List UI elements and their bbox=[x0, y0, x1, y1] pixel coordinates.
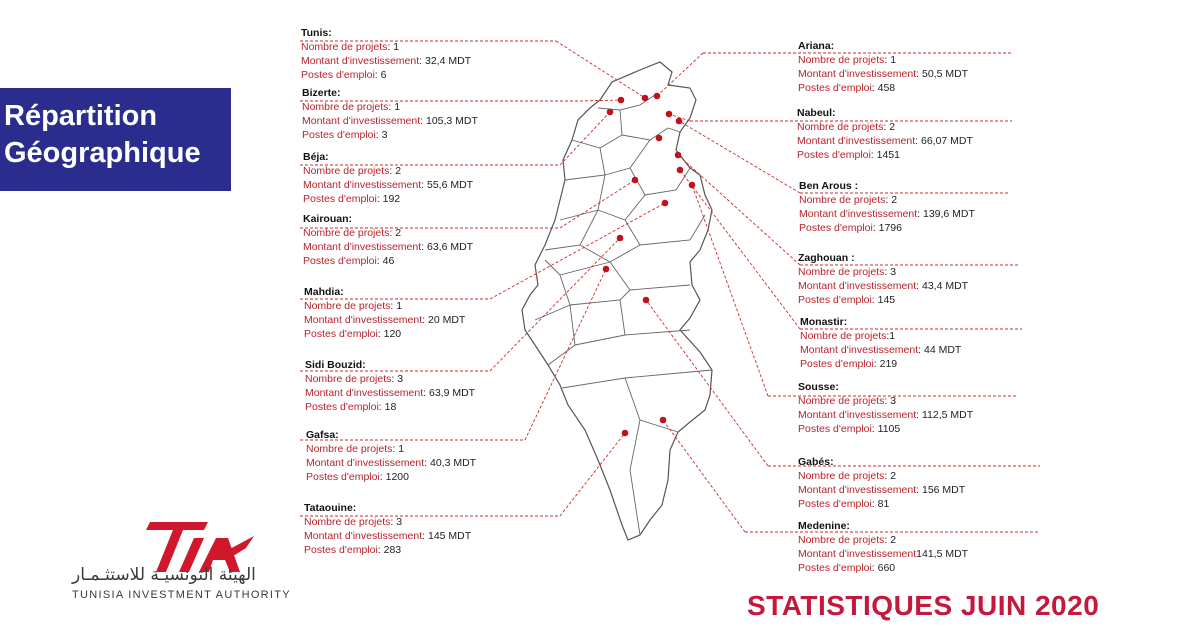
invest-label: Montant d'investissement bbox=[303, 241, 422, 253]
invest-label: Montant d'investissement bbox=[798, 548, 917, 560]
marker-ariana bbox=[654, 93, 661, 100]
region-block-medenine bbox=[798, 519, 968, 575]
projects-label: Nombre de projets bbox=[800, 330, 887, 342]
region-name: Mahdia: bbox=[304, 286, 344, 298]
region-name: Tataouine: bbox=[304, 502, 357, 514]
invest-value: : 40,3 MDT bbox=[424, 457, 477, 469]
jobs-label: Postes d'emploi bbox=[303, 193, 377, 205]
projects-label: Nombre de projets bbox=[302, 101, 389, 113]
jobs-value: : 120 bbox=[377, 328, 402, 340]
jobs-value: : 81 bbox=[871, 498, 890, 510]
jobs-value: : 1451 bbox=[870, 149, 900, 161]
invest-label: Montant d'investissement bbox=[304, 314, 423, 326]
projects-value: : 3 bbox=[391, 373, 404, 385]
projects-value: : 2 bbox=[884, 534, 897, 546]
logo-arabic-text: الهيئة التونسيـة للاستثـمـار bbox=[72, 565, 256, 585]
region-name: Sidi Bouzid: bbox=[305, 359, 366, 371]
region-name: Gafsa: bbox=[306, 429, 339, 441]
marker-ben-arous bbox=[676, 118, 683, 125]
region-block-sousse bbox=[798, 380, 973, 436]
marker-beja bbox=[607, 109, 614, 116]
logo-english-text: TUNISIA INVESTMENT AUTHORITY bbox=[72, 589, 291, 601]
region-block-tataouine bbox=[304, 501, 471, 557]
region-name: Ariana: bbox=[798, 40, 835, 52]
invest-label: Montant d'investissement bbox=[799, 208, 918, 220]
invest-label: Montant d'investissement bbox=[302, 115, 421, 127]
jobs-label: Postes d'emploi bbox=[305, 401, 379, 413]
invest-value: : 50,5 MDT bbox=[916, 68, 969, 80]
region-block-ben-arous bbox=[799, 179, 975, 235]
invest-value: : 139,6 MDT bbox=[917, 208, 975, 220]
projects-label: Nombre de projets bbox=[303, 227, 390, 239]
projects-value: : 1 bbox=[392, 443, 405, 455]
projects-label: Nombre de projets bbox=[304, 516, 391, 528]
jobs-label: Postes d'emploi bbox=[304, 328, 378, 340]
jobs-value: : 283 bbox=[377, 544, 402, 556]
marker-tataouine bbox=[622, 430, 629, 437]
jobs-value: : 1200 bbox=[379, 471, 409, 483]
invest-value: : 20 MDT bbox=[422, 314, 466, 326]
projects-value: : 2 bbox=[885, 194, 898, 206]
invest-value: : 112,5 MDT bbox=[916, 409, 974, 421]
title-line-1: Répartition bbox=[4, 100, 158, 132]
projects-value: : 3 bbox=[390, 516, 403, 528]
jobs-value: : 192 bbox=[376, 193, 401, 205]
title-box bbox=[0, 88, 231, 191]
projects-value: : 1 bbox=[884, 54, 897, 66]
jobs-label: Postes d'emploi bbox=[799, 222, 873, 234]
region-block-tunis bbox=[301, 26, 471, 82]
invest-label: Montant d'investissement bbox=[305, 387, 424, 399]
region-name: Monastir: bbox=[800, 316, 848, 328]
projects-value: : 3 bbox=[884, 266, 897, 278]
invest-label: Montant d'investissement bbox=[797, 135, 916, 147]
jobs-label: Postes d'emploi bbox=[304, 544, 378, 556]
jobs-value: : 458 bbox=[871, 82, 896, 94]
region-name: Nabeul: bbox=[797, 107, 836, 119]
region-name: Medenine: bbox=[798, 520, 850, 532]
invest-value: : 63,6 MDT bbox=[421, 241, 474, 253]
jobs-value: : 3 bbox=[375, 129, 388, 141]
invest-label: Montant d'investissement bbox=[798, 68, 917, 80]
title-line-2: Géographique bbox=[4, 137, 201, 169]
jobs-value: : 6 bbox=[374, 69, 387, 81]
jobs-label: Postes d'emploi bbox=[798, 423, 872, 435]
region-name: Sousse: bbox=[798, 381, 839, 393]
invest-value: : 66,07 MDT bbox=[915, 135, 973, 147]
invest-value: : 63,9 MDT bbox=[423, 387, 476, 399]
region-block-bizerte bbox=[302, 86, 478, 142]
jobs-label: Postes d'emploi bbox=[798, 562, 872, 574]
tunisia-outline bbox=[522, 62, 712, 540]
marker-nabeul bbox=[666, 111, 673, 118]
projects-value: : 3 bbox=[884, 395, 897, 407]
jobs-label: Postes d'emploi bbox=[798, 82, 872, 94]
region-block-kairouan bbox=[303, 212, 473, 268]
projects-label: Nombre de projets bbox=[799, 194, 886, 206]
region-name: Zaghouan : bbox=[798, 252, 855, 264]
invest-label: Montant d'investissement bbox=[800, 344, 919, 356]
marker-sousse bbox=[677, 167, 684, 174]
marker-gabes bbox=[643, 297, 650, 304]
invest-value: : 105,3 MDT bbox=[420, 115, 478, 127]
jobs-label: Postes d'emploi bbox=[302, 129, 376, 141]
projects-value: : 1 bbox=[388, 101, 401, 113]
invest-label: Montant d'investissement bbox=[798, 280, 917, 292]
invest-value: : 55,6 MDT bbox=[421, 179, 474, 191]
marker-gafsa bbox=[617, 235, 624, 242]
jobs-label: Postes d'emploi bbox=[798, 294, 872, 306]
marker-kairouan bbox=[632, 177, 639, 184]
invest-label: Montant d'investissement bbox=[304, 530, 423, 542]
projects-value: : 2 bbox=[389, 165, 402, 177]
jobs-label: Postes d'emploi bbox=[798, 498, 872, 510]
projects-label: Nombre de projets bbox=[798, 470, 885, 482]
jobs-value: : 1105 bbox=[871, 423, 901, 435]
marker-sidi-bouzid bbox=[662, 200, 669, 207]
region-name: Béja: bbox=[303, 151, 329, 163]
jobs-label: Postes d'emploi bbox=[797, 149, 871, 161]
region-name: Ben Arous : bbox=[799, 180, 859, 192]
region-block-zaghouan bbox=[798, 251, 968, 307]
footer-title: STATISTIQUES JUIN 2020 bbox=[747, 590, 1100, 621]
jobs-value: : 46 bbox=[376, 255, 395, 267]
projects-label: Nombre de projets bbox=[305, 373, 392, 385]
region-block-sidi-bouzid bbox=[305, 358, 475, 414]
invest-label: Montant d'investissement bbox=[798, 484, 917, 496]
invest-label: Montant d'investissement bbox=[301, 55, 420, 67]
invest-value: : 43,4 MDT bbox=[916, 280, 969, 292]
region-block-ariana bbox=[798, 39, 968, 95]
invest-label: Montant d'investissement bbox=[303, 179, 422, 191]
projects-label: Nombre de projets bbox=[301, 41, 388, 53]
projects-value: : 1 bbox=[390, 300, 403, 312]
jobs-label: Postes d'emploi bbox=[301, 69, 375, 81]
region-block-monastir bbox=[800, 315, 961, 371]
projects-value: : 2 bbox=[884, 470, 897, 482]
jobs-label: Postes d'emploi bbox=[800, 358, 874, 370]
jobs-label: Postes d'emploi bbox=[303, 255, 377, 267]
invest-label: Montant d'investissement bbox=[798, 409, 917, 421]
projects-value: : 2 bbox=[883, 121, 896, 133]
invest-value: : 44 MDT bbox=[918, 344, 962, 356]
projects-label: Nombre de projets bbox=[798, 54, 885, 66]
jobs-value: : 18 bbox=[378, 401, 397, 413]
region-block-beja bbox=[303, 150, 473, 206]
jobs-value: : 1796 bbox=[872, 222, 902, 234]
projects-label: Nombre de projets bbox=[798, 534, 885, 546]
jobs-value: : 219 bbox=[873, 358, 898, 370]
invest-value: : 145 MDT bbox=[422, 530, 472, 542]
invest-value: : 156 MDT bbox=[916, 484, 966, 496]
region-name: Kairouan: bbox=[303, 213, 353, 225]
projects-value: :1 bbox=[886, 330, 896, 342]
invest-label: Montant d'investissement bbox=[306, 457, 425, 469]
region-name: Tunis: bbox=[301, 27, 332, 39]
projects-label: Nombre de projets bbox=[303, 165, 390, 177]
region-name: Bizerte: bbox=[302, 87, 341, 99]
marker-gafsa-2 bbox=[603, 266, 610, 273]
marker-monastir bbox=[675, 152, 682, 159]
marker-mahdia bbox=[689, 182, 696, 189]
marker-zaghouan bbox=[656, 135, 663, 142]
marker-medenine bbox=[660, 417, 667, 424]
projects-value: : 1 bbox=[387, 41, 400, 53]
region-block-gabes bbox=[798, 455, 965, 511]
projects-label: Nombre de projets bbox=[306, 443, 393, 455]
projects-label: Nombre de projets bbox=[304, 300, 391, 312]
marker-tunis bbox=[642, 95, 649, 102]
projects-label: Nombre de projets bbox=[798, 395, 885, 407]
jobs-label: Postes d'emploi bbox=[306, 471, 380, 483]
marker-bizerte bbox=[618, 97, 625, 104]
projects-label: Nombre de projets bbox=[797, 121, 884, 133]
invest-value: : 32,4 MDT bbox=[419, 55, 472, 67]
region-name: Gabés: bbox=[798, 456, 834, 468]
projects-label: Nombre de projets bbox=[798, 266, 885, 278]
jobs-value: : 145 bbox=[871, 294, 896, 306]
region-block-gafsa bbox=[306, 428, 476, 484]
invest-value: 141,5 MDT bbox=[916, 548, 969, 560]
region-block-nabeul bbox=[797, 106, 973, 162]
projects-value: : 2 bbox=[389, 227, 402, 239]
region-block-mahdia bbox=[304, 285, 465, 341]
jobs-value: : 660 bbox=[871, 562, 896, 574]
